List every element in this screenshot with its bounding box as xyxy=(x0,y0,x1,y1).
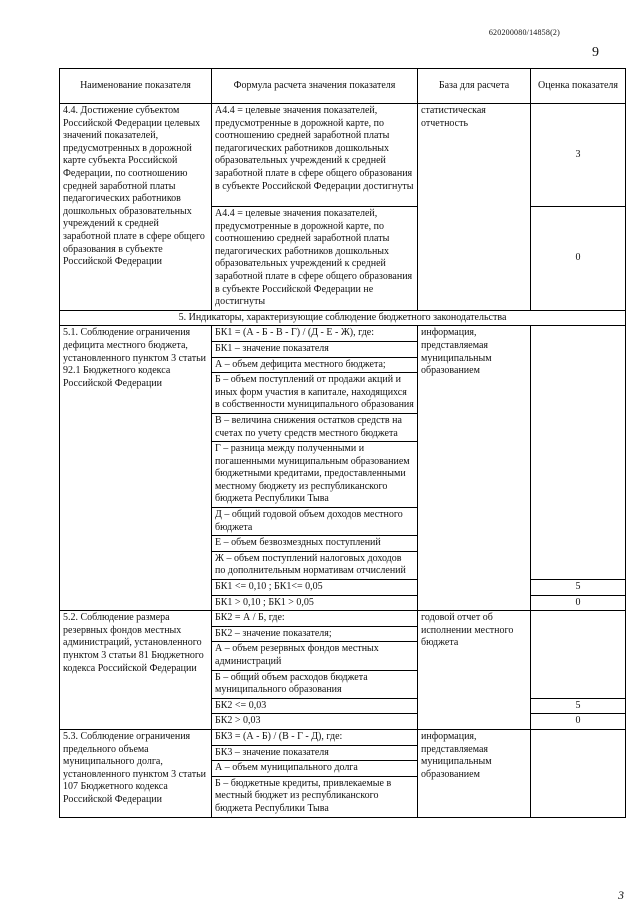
table-row xyxy=(60,326,626,342)
formula-cell: Б – объем поступлений от продажи акций и иных форм участия в капитале, находящихся в собственности муниципального образования xyxy=(212,373,418,414)
formula-cell: А4.4 = целевые значения показателей, предусмотренные в дорожной карте, по соотношению средней заработной платы педагогических работников дошкольных образовательных учреждений к средней заработной плате в сфере общего образования в субъекте Российской Федерации не достигнуты xyxy=(212,207,418,311)
table-row xyxy=(60,611,626,627)
formula-cell: БК2 = А / Б, где: xyxy=(212,611,418,627)
score-cell: 5 xyxy=(531,580,626,596)
indicator-name: 4.4. Достижение субъектом Российской Федерации целевых значений показателей, предусмотренных в дорожной карте субъекта Российской Федерации, по соотношению средней заработной платы педагогических работников дошкольных образовательных учреждений к средней заработной плате в сфере общего образования в субъекте Российской Федерации xyxy=(60,104,212,311)
table-row xyxy=(60,104,626,207)
formula-cell: БК2 – значение показателя; xyxy=(212,626,418,642)
score-cell-empty xyxy=(531,611,626,699)
formula-cell: Е – объем безвозмездных поступлений xyxy=(212,536,418,552)
formula-cell: Г – разница между полученными и погашенными муниципальным образованием бюджетными кредитами, предоставленными местному бюджету из республиканского бюджета Республики Тыва xyxy=(212,442,418,508)
base-cell: годовой отчет об исполнении местного бюджета xyxy=(418,611,531,730)
formula-cell: БК1 – значение показателя xyxy=(212,341,418,357)
score-cell-empty xyxy=(531,326,626,580)
corner-mark: 3 xyxy=(618,888,624,902)
formula-cell: А – объем резервных фондов местных администраций xyxy=(212,642,418,670)
formula-cell: В – величина снижения остатков средств на счетах по учету средств местного бюджета xyxy=(212,413,418,441)
formula-cell: Б – бюджетные кредиты, привлекаемые в местный бюджет из республиканского бюджета Республики Тыва xyxy=(212,776,418,817)
condition-cell: БК2 <= 0,03 xyxy=(212,698,418,714)
score-cell-empty xyxy=(531,729,626,817)
column-header-score: Оценка показателя xyxy=(531,69,626,104)
condition-cell: БК2 > 0,03 xyxy=(212,714,418,730)
indicator-name: 5.2. Соблюдение размера резервных фондов местных администраций, установленного пунктом 3 статьи 81 Бюджетного кодекса Российской Федерации xyxy=(60,611,212,730)
formula-cell: Б – общий объем расходов бюджета муниципального образования xyxy=(212,670,418,698)
indicator-table xyxy=(59,68,626,818)
indicator-name: 5.3. Соблюдение ограничения предельного объема муниципального долга, установленного пунктом 3 статьи 107 Бюджетного кодекса Российской Федерации xyxy=(60,729,212,817)
document-number: 620200080/14858(2) xyxy=(488,28,560,37)
column-header-base: База для расчета xyxy=(418,69,531,104)
page-number: 9 xyxy=(592,45,599,60)
base-cell: статистическая отчетность xyxy=(418,104,531,311)
formula-cell: Д – общий годовой объем доходов местного бюджета xyxy=(212,508,418,536)
base-cell: информация, представляемая муниципальным образованием xyxy=(418,729,531,817)
formula-cell: Ж – объем поступлений налоговых доходов по дополнительным нормативам отчислений xyxy=(212,551,418,579)
formula-cell: БК3 – значение показателя xyxy=(212,745,418,761)
section-row xyxy=(60,310,626,326)
score-cell: 0 xyxy=(531,207,626,311)
indicator-name: 5.1. Соблюдение ограничения дефицита местного бюджета, установленного пунктом 3 статьи 92.1 Бюджетного кодекса Российской Федерации xyxy=(60,326,212,611)
formula-cell: А – объем муниципального долга xyxy=(212,761,418,777)
column-header-name: Наименование показателя xyxy=(60,69,212,104)
condition-cell: БК1 > 0,10 ; БК1 > 0,05 xyxy=(212,595,418,611)
base-cell: информация, представляемая муниципальным образованием xyxy=(418,326,531,611)
score-cell: 0 xyxy=(531,714,626,730)
formula-cell: БК3 = (А - Б) / (В - Г - Д), где: xyxy=(212,729,418,745)
score-cell: 0 xyxy=(531,595,626,611)
table-row xyxy=(60,729,626,745)
section-title: 5. Индикаторы, характеризующие соблюдение бюджетного законодательства xyxy=(60,310,626,326)
condition-cell: БК1 <= 0,10 ; БК1<= 0,05 xyxy=(212,580,418,596)
column-header-formula: Формула расчета значения показателя xyxy=(212,69,418,104)
formula-cell: А – объем дефицита местного бюджета; xyxy=(212,357,418,373)
score-cell: 5 xyxy=(531,698,626,714)
formula-cell: БК1 = (А - Б - В - Г) / (Д - Е - Ж), где: xyxy=(212,326,418,342)
score-cell: 3 xyxy=(531,104,626,207)
formula-cell: А4.4 = целевые значения показателей, предусмотренные в дорожной карте, по соотношению средней заработной платы педагогических работников дошкольных образовательных учреждений к средней заработной плате в сфере общего образования в субъекте Российской Федерации достигнуты xyxy=(212,104,418,207)
table-header-row xyxy=(60,69,626,104)
